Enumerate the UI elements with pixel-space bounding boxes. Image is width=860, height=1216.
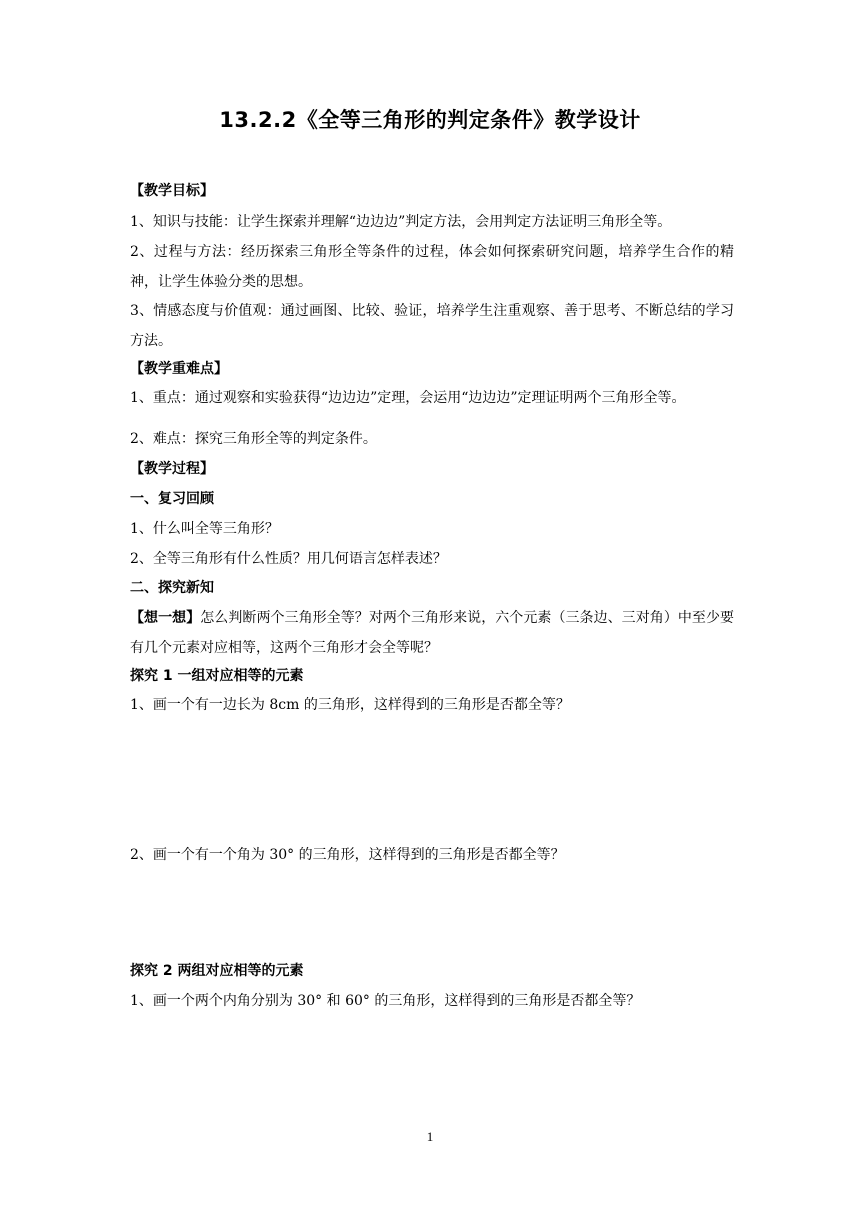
review-question-2: 2、全等三角形有什么性质？用几何语言怎样表述？ [130,551,447,567]
objective-2: 2、过程与方法：经历探索三角形全等条件的过程，体会如何探索研究问题，培养学生合作的精神，让学生体验分类的思想。 [130,244,734,290]
think-text: 怎么判断两个三角形全等？对两个三角形来说，六个元素（三条边、三对角）中至少要有几个元素对应相等，这两个三角形才会全等呢？ [130,610,735,656]
review-heading: 一、复习回顾 [130,491,214,507]
objective-1: 1、知识与技能：让学生探索并理解“边边边”判定方法，会用判定方法证明三角形全等。 [130,214,672,230]
document-title: 13.2.2《全等三角形的判定条件》教学设计 [219,108,641,132]
keypoints-heading: 【教学重难点】 [130,361,228,377]
keypoint-2: 2、难点：探究三角形全等的判定条件。 [130,431,377,447]
explore-1-question-2: 2、画一个有一个角为 30° 的三角形，这样得到的三角形是否都全等？ [130,847,565,863]
think-paragraph [130,603,734,663]
keypoint-1: 1、重点：通过观察和实验获得“边边边”定理，会运用“边边边”定理证明两个三角形全等。 [130,390,686,406]
explore-2-heading: 探究 2 两组对应相等的元素 [130,963,304,979]
objectives-heading: 【教学目标】 [130,183,214,199]
explore-1-question-1: 1、画一个有一边长为 8cm 的三角形，这样得到的三角形是否都全等？ [130,697,570,713]
page-number: 1 [426,1129,434,1144]
explore-heading: 二、探究新知 [130,580,214,596]
process-heading: 【教学过程】 [130,461,214,477]
think-label: 【想一想】 [130,610,201,626]
objective-3: 3、情感态度与价值观：通过画图、比较、验证，培养学生注重观察、善于思考、不断总结的学习方法。 [130,303,734,349]
explore-2-question-1: 1、画一个两个内角分别为 30° 和 60° 的三角形，这样得到的三角形是否都全等？ [130,993,641,1009]
review-question-1: 1、什么叫全等三角形？ [130,521,279,537]
explore-1-heading: 探究 1 一组对应相等的元素 [130,668,304,684]
